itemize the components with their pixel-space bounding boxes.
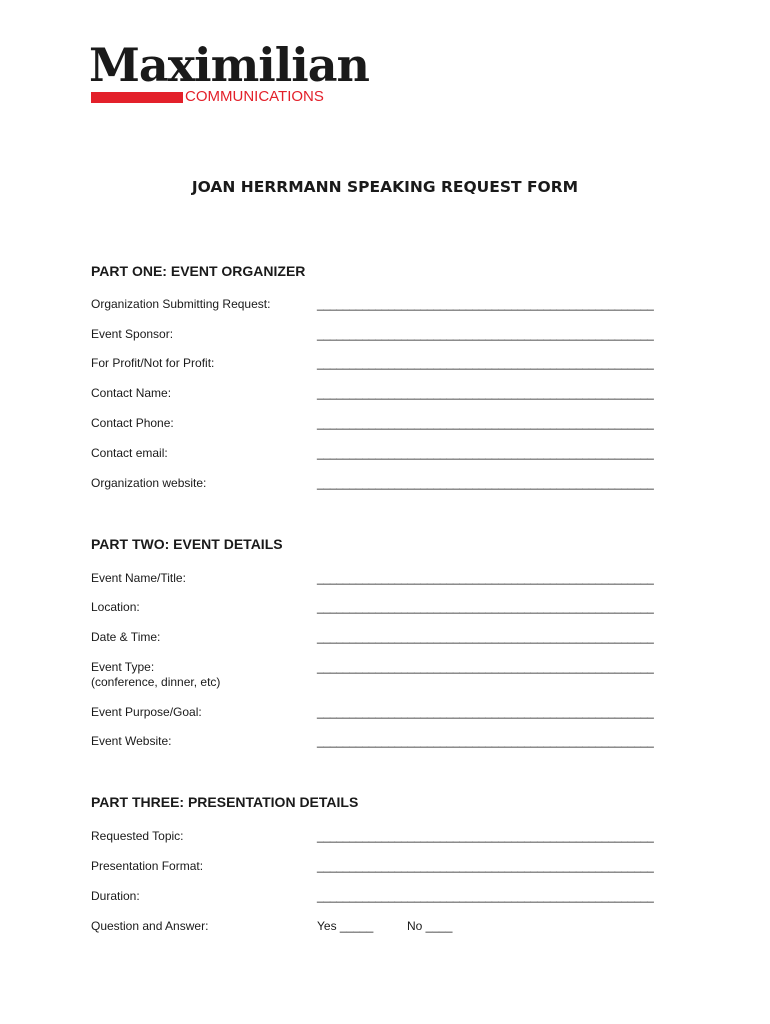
field-label: Organization website:: [91, 476, 207, 490]
field-label: Presentation Format:: [91, 859, 204, 873]
part-one-heading: PART ONE: EVENT ORGANIZER: [91, 263, 306, 279]
field-label: Contact Name:: [91, 386, 172, 400]
profit-blank[interactable]: ____________________________________________________: [317, 356, 654, 370]
location-blank[interactable]: ____________________________________________________: [317, 600, 654, 614]
logo-wordmark: Maximilian: [89, 38, 369, 92]
contact-email-blank[interactable]: ____________________________________________________: [317, 446, 654, 460]
field-label: For Profit/Not for Profit:: [91, 356, 215, 370]
logo-subtitle: COMMUNICATIONS: [185, 88, 324, 105]
field-hint: (conference, dinner, etc): [91, 675, 221, 689]
form-title: JOAN HERRMANN SPEAKING REQUEST FORM: [191, 178, 579, 196]
presentation-format-blank[interactable]: ____________________________________________________: [317, 859, 654, 873]
field-label: Event Type:: [91, 660, 155, 674]
requested-topic-blank[interactable]: ____________________________________________________: [317, 829, 654, 843]
field-label: Date & Time:: [91, 630, 161, 644]
event-purpose-blank[interactable]: ____________________________________________________: [317, 705, 654, 719]
field-label: Requested Topic:: [91, 829, 184, 843]
org-website-blank[interactable]: ____________________________________________________: [317, 476, 654, 490]
no-option[interactable]: No ____: [407, 919, 453, 933]
date-time-blank[interactable]: ____________________________________________________: [317, 630, 654, 644]
field-label: Location:: [91, 600, 140, 614]
logo-red-bar: [91, 92, 183, 103]
organization-blank[interactable]: ____________________________________________________: [317, 297, 654, 311]
field-label: Contact email:: [91, 446, 168, 460]
contact-name-blank[interactable]: ____________________________________________________: [317, 386, 654, 400]
event-type-blank[interactable]: ____________________________________________________: [317, 660, 654, 674]
yes-option[interactable]: Yes _____: [317, 919, 374, 933]
field-label: Question and Answer:: [91, 919, 209, 933]
field-label: Event Purpose/Goal:: [91, 705, 202, 719]
field-label: Organization Submitting Request:: [91, 297, 271, 311]
event-name-blank[interactable]: ____________________________________________________: [317, 571, 654, 585]
event-website-blank[interactable]: ____________________________________________________: [317, 734, 654, 748]
field-label: Event Sponsor:: [91, 327, 174, 341]
field-label: Event Website:: [91, 734, 172, 748]
field-label: Event Name/Title:: [91, 571, 186, 585]
part-three-heading: PART THREE: PRESENTATION DETAILS: [91, 794, 359, 810]
duration-blank[interactable]: ____________________________________________________: [317, 889, 654, 903]
part-two-heading: PART TWO: EVENT DETAILS: [91, 536, 283, 552]
sponsor-blank[interactable]: ____________________________________________________: [317, 327, 654, 341]
field-label: Contact Phone:: [91, 416, 174, 430]
field-label: Duration:: [91, 889, 140, 903]
contact-phone-blank[interactable]: ____________________________________________________: [317, 416, 654, 430]
